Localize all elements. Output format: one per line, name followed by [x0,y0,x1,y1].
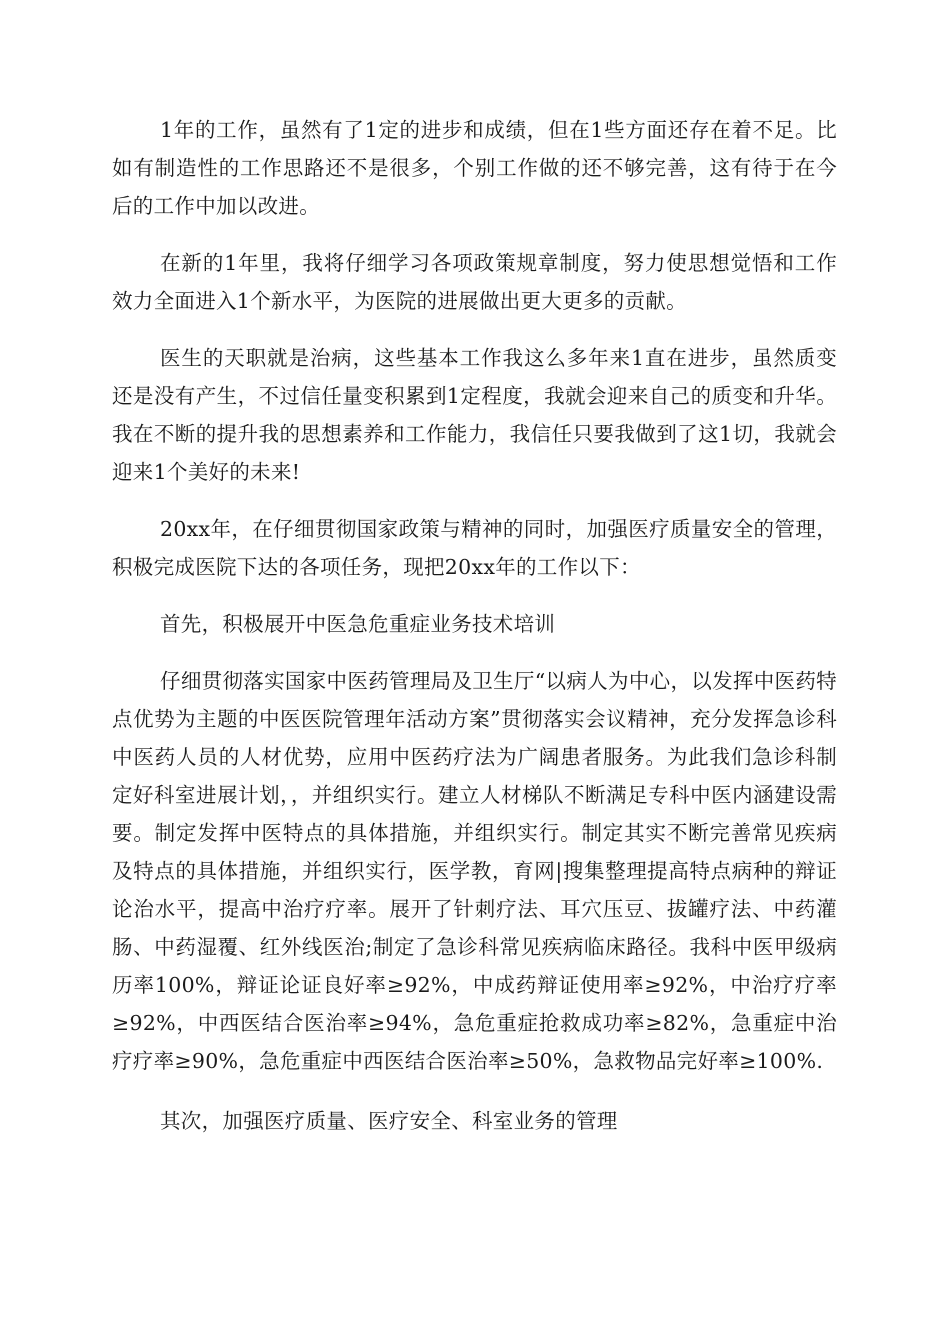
section-heading-quality: 其次，加强医疗质量、医疗安全、科室业务的管理 [160,1109,618,1133]
section-heading-training: 首先，积极展开中医急危重症业务技术培训 [160,612,556,636]
paragraph-doctor-duty: 医生的天职就是治病，这些基本工作我这么多年来1直在进步，虽然质变还是没有产生，不过信任量变积累到1定程度，我就会迎来自己的质变和升华。我在不断的提升我的思想素养和工作能力，我信任只要我做到了这1切，我就会迎来1个美好的未来! [112,346,837,484]
paragraph-annual-overview: 20xx年，在仔细贯彻国家政策与精神的同时，加强医疗质量安全的管理，积极完成医院下达的各项任务，现把20xx年的工作以下： [112,517,837,579]
paragraph-new-year-plan: 在新的1年里，我将仔细学习各项政策规章制度，努力使思想觉悟和工作效力全面进入1个新水平，为医院的进展做出更大更多的贡献。 [112,251,837,313]
paragraph-training-details: 仔细贯彻落实国家中医药管理局及卫生厅“以病人为中心，以发挥中医药特点优势为主题的中医医院管理年活动方案”贯彻落实会议精神，充分发挥急诊科中医药人员的人材优势，应用中医药疗法为广阔患者服务。为此我们急诊科制定好科室进展计划，，并组织实行。建立人材梯队不断满足专科中医内涵建设需要。制定发挥中医特点的具体措施，并组织实行。制定其实不断完善常见疾病及特点的具体措施，并组织实行，医学教，育网|搜集整理提高特点病种的辩证论治水平，提高中治疗疗率。展开了针刺疗法、耳穴压豆、拔罐疗法、中药灌肠、中药湿覆、红外线医治;制定了急诊科常见疾病临床路径。我科中医甲级病历率100%，辩证论证良好率≥92%，中成药辩证使用率≥92%，中治疗疗率≥92%，中西医结合医治率≥94%，急危重症抢救成功率≥82%，急重症中治疗疗率≥90%，急危重症中西医结合医治率≥50%，急救物品完好率≥100%. [112,669,837,1073]
document-body [112,111,837,1159]
paragraph-work-summary: 1年的工作，虽然有了1定的进步和成绩，但在1些方面还存在着不足。比如有制造性的工作思路还不是很多，个别工作做的还不够完善，这有待于在今后的工作中加以改进。 [112,118,837,218]
